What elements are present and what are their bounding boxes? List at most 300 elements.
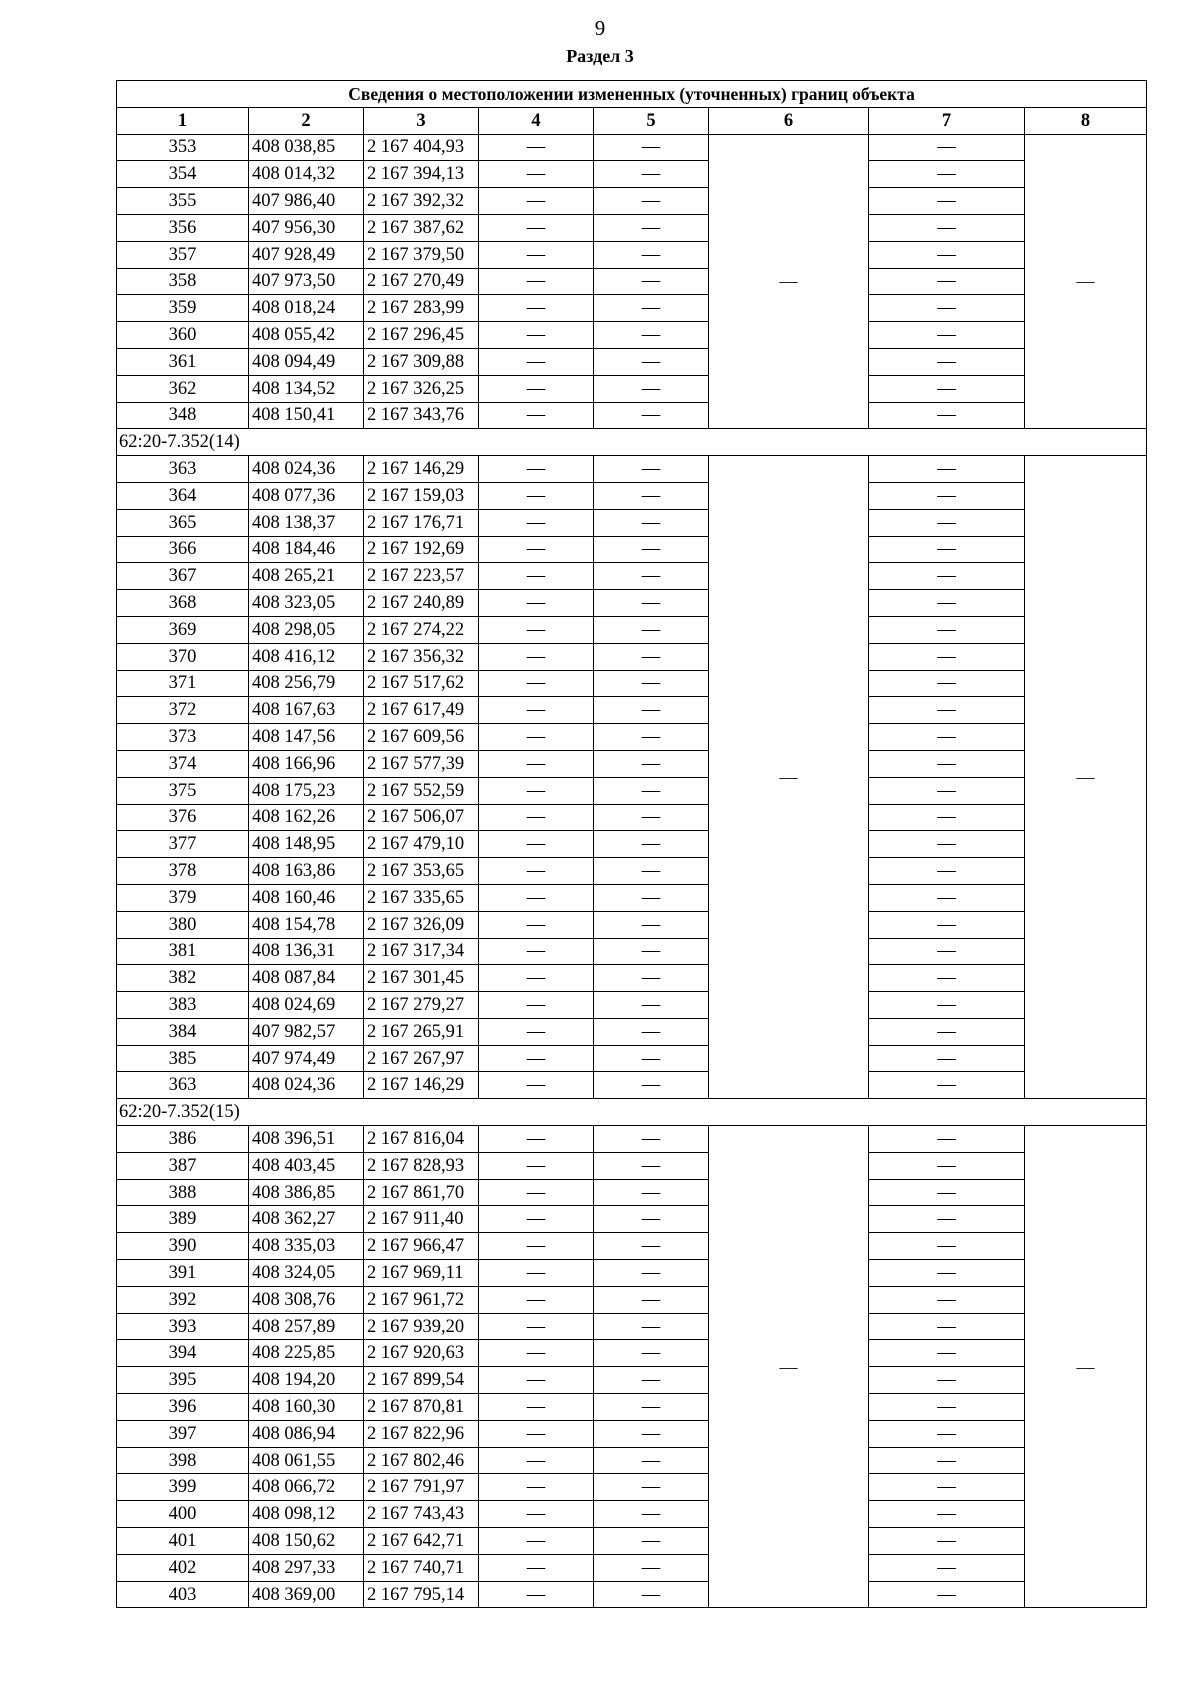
- col5-dash: —: [594, 616, 709, 643]
- table-row: [117, 536, 1147, 563]
- col7-dash: —: [869, 188, 1025, 215]
- point-number: 378: [117, 858, 249, 885]
- col4-dash: —: [479, 831, 594, 858]
- col4-dash: —: [479, 295, 594, 322]
- coord-x: 408 154,78: [249, 911, 364, 938]
- col7-dash: —: [869, 509, 1025, 536]
- col5-dash: —: [594, 1581, 709, 1608]
- col4-dash: —: [479, 536, 594, 563]
- coord-y: 2 167 642,71: [364, 1528, 479, 1555]
- col4-dash: —: [479, 563, 594, 590]
- col5-dash: —: [594, 1528, 709, 1555]
- point-number: 358: [117, 268, 249, 295]
- coord-x: 408 256,79: [249, 670, 364, 697]
- col7-dash: —: [869, 1126, 1025, 1153]
- coord-x: 408 298,05: [249, 616, 364, 643]
- col5-dash: —: [594, 348, 709, 375]
- table-row: [117, 1045, 1147, 1072]
- table-row: [117, 348, 1147, 375]
- table-row: [117, 1367, 1147, 1394]
- table-row: [117, 1260, 1147, 1287]
- col4-dash: —: [479, 1018, 594, 1045]
- col7-dash: —: [869, 938, 1025, 965]
- col4-dash: —: [479, 1152, 594, 1179]
- coord-x: 408 147,56: [249, 724, 364, 751]
- coord-y: 2 167 404,93: [364, 134, 479, 161]
- column-number-1: 1: [117, 107, 249, 134]
- point-number: 360: [117, 322, 249, 349]
- coord-x: 408 024,69: [249, 992, 364, 1019]
- table-row: [117, 911, 1147, 938]
- col5-dash: —: [594, 375, 709, 402]
- col7-dash: —: [869, 590, 1025, 617]
- col7-dash: —: [869, 1394, 1025, 1421]
- column-number-4: 4: [479, 107, 594, 134]
- col5-dash: —: [594, 1018, 709, 1045]
- col4-dash: —: [479, 1501, 594, 1528]
- col8-dash: —: [1025, 456, 1147, 1099]
- col5-dash: —: [594, 1233, 709, 1260]
- point-number: 365: [117, 509, 249, 536]
- table-row: [117, 750, 1147, 777]
- col4-dash: —: [479, 777, 594, 804]
- coord-y: 2 167 392,32: [364, 188, 479, 215]
- point-number: 354: [117, 161, 249, 188]
- col5-dash: —: [594, 1313, 709, 1340]
- coord-y: 2 167 326,25: [364, 375, 479, 402]
- coord-y: 2 167 740,71: [364, 1554, 479, 1581]
- coord-y: 2 167 240,89: [364, 590, 479, 617]
- col4-dash: —: [479, 992, 594, 1019]
- col7-dash: —: [869, 1286, 1025, 1313]
- col5-dash: —: [594, 563, 709, 590]
- col4-dash: —: [479, 697, 594, 724]
- point-number: 397: [117, 1420, 249, 1447]
- col5-dash: —: [594, 161, 709, 188]
- col4-dash: —: [479, 804, 594, 831]
- point-number: 385: [117, 1045, 249, 1072]
- col5-dash: —: [594, 1340, 709, 1367]
- col5-dash: —: [594, 590, 709, 617]
- col4-dash: —: [479, 590, 594, 617]
- point-number: 361: [117, 348, 249, 375]
- col6-dash: —: [709, 1126, 869, 1608]
- col6-dash: —: [709, 134, 869, 429]
- col4-dash: —: [479, 402, 594, 429]
- table-row: [117, 777, 1147, 804]
- coord-x: 408 094,49: [249, 348, 364, 375]
- table-caption-row: [117, 81, 1147, 108]
- table-row: [117, 1394, 1147, 1421]
- table-row: [117, 268, 1147, 295]
- col5-dash: —: [594, 750, 709, 777]
- col4-dash: —: [479, 1447, 594, 1474]
- table-row: [117, 1447, 1147, 1474]
- col4-dash: —: [479, 965, 594, 992]
- col4-dash: —: [479, 724, 594, 751]
- col4-dash: —: [479, 348, 594, 375]
- col4-dash: —: [479, 1554, 594, 1581]
- coord-x: 408 160,30: [249, 1394, 364, 1421]
- point-number: 373: [117, 724, 249, 751]
- coord-y: 2 167 335,65: [364, 884, 479, 911]
- col7-dash: —: [869, 161, 1025, 188]
- col4-dash: —: [479, 214, 594, 241]
- col4-dash: —: [479, 1286, 594, 1313]
- col7-dash: —: [869, 1447, 1025, 1474]
- coord-x: 408 136,31: [249, 938, 364, 965]
- col4-dash: —: [479, 911, 594, 938]
- col5-dash: —: [594, 268, 709, 295]
- coord-x: 408 148,95: [249, 831, 364, 858]
- table-row: [117, 1474, 1147, 1501]
- coord-y: 2 167 577,39: [364, 750, 479, 777]
- point-number: 401: [117, 1528, 249, 1555]
- coord-y: 2 167 969,11: [364, 1260, 479, 1287]
- point-number: 379: [117, 884, 249, 911]
- coord-x: 408 077,36: [249, 482, 364, 509]
- coord-x: 408 055,42: [249, 322, 364, 349]
- table-row: [117, 804, 1147, 831]
- coord-x: 407 928,49: [249, 241, 364, 268]
- column-number-3: 3: [364, 107, 479, 134]
- col7-dash: —: [869, 1045, 1025, 1072]
- column-number-8: 8: [1025, 107, 1147, 134]
- point-number: 348: [117, 402, 249, 429]
- table-row: [117, 965, 1147, 992]
- boundary-table: [116, 80, 1147, 1608]
- coord-y: 2 167 265,91: [364, 1018, 479, 1045]
- col4-dash: —: [479, 1206, 594, 1233]
- coord-y: 2 167 192,69: [364, 536, 479, 563]
- col5-dash: —: [594, 1260, 709, 1287]
- col4-dash: —: [479, 241, 594, 268]
- coord-x: 407 956,30: [249, 214, 364, 241]
- col7-dash: —: [869, 858, 1025, 885]
- point-number: 377: [117, 831, 249, 858]
- table-row: [117, 482, 1147, 509]
- col5-dash: —: [594, 1394, 709, 1421]
- coord-x: 408 369,00: [249, 1581, 364, 1608]
- coord-y: 2 167 279,27: [364, 992, 479, 1019]
- col4-dash: —: [479, 750, 594, 777]
- col8-dash: —: [1025, 1126, 1147, 1608]
- col5-dash: —: [594, 643, 709, 670]
- col7-dash: —: [869, 697, 1025, 724]
- point-number: 372: [117, 697, 249, 724]
- coord-y: 2 167 743,43: [364, 1501, 479, 1528]
- group-title: 62:20-7.352(15): [117, 1099, 1147, 1126]
- col5-dash: —: [594, 777, 709, 804]
- coord-x: 408 175,23: [249, 777, 364, 804]
- coord-y: 2 167 296,45: [364, 322, 479, 349]
- col7-dash: —: [869, 268, 1025, 295]
- coord-x: 408 403,45: [249, 1152, 364, 1179]
- col7-dash: —: [869, 1554, 1025, 1581]
- coord-x: 408 194,20: [249, 1367, 364, 1394]
- col7-dash: —: [869, 724, 1025, 751]
- coord-x: 408 184,46: [249, 536, 364, 563]
- point-number: 364: [117, 482, 249, 509]
- col4-dash: —: [479, 1581, 594, 1608]
- coord-x: 408 257,89: [249, 1313, 364, 1340]
- col7-dash: —: [869, 1367, 1025, 1394]
- col7-dash: —: [869, 482, 1025, 509]
- col4-dash: —: [479, 1260, 594, 1287]
- coord-y: 2 167 791,97: [364, 1474, 479, 1501]
- table-row: [117, 161, 1147, 188]
- coord-x: 408 335,03: [249, 1233, 364, 1260]
- table-row: [117, 375, 1147, 402]
- col4-dash: —: [479, 268, 594, 295]
- col7-dash: —: [869, 536, 1025, 563]
- col4-dash: —: [479, 1126, 594, 1153]
- col5-dash: —: [594, 697, 709, 724]
- coord-y: 2 167 223,57: [364, 563, 479, 590]
- point-number: 392: [117, 1286, 249, 1313]
- table-row: [117, 1554, 1147, 1581]
- col5-dash: —: [594, 831, 709, 858]
- col4-dash: —: [479, 1474, 594, 1501]
- point-number: 384: [117, 1018, 249, 1045]
- col4-dash: —: [479, 1233, 594, 1260]
- point-number: 353: [117, 134, 249, 161]
- col5-dash: —: [594, 965, 709, 992]
- coord-y: 2 167 394,13: [364, 161, 479, 188]
- table-row: [117, 214, 1147, 241]
- col4-dash: —: [479, 1420, 594, 1447]
- coord-y: 2 167 911,40: [364, 1206, 479, 1233]
- col5-dash: —: [594, 214, 709, 241]
- coord-y: 2 167 552,59: [364, 777, 479, 804]
- col4-dash: —: [479, 1072, 594, 1099]
- table-row: [117, 884, 1147, 911]
- coord-y: 2 167 802,46: [364, 1447, 479, 1474]
- point-number: 355: [117, 188, 249, 215]
- point-number: 399: [117, 1474, 249, 1501]
- table-row: [117, 831, 1147, 858]
- coord-y: 2 167 356,32: [364, 643, 479, 670]
- point-number: 386: [117, 1126, 249, 1153]
- coord-x: 408 066,72: [249, 1474, 364, 1501]
- point-number: 374: [117, 750, 249, 777]
- column-number-7: 7: [869, 107, 1025, 134]
- point-number: 371: [117, 670, 249, 697]
- table-row: [117, 1528, 1147, 1555]
- col5-dash: —: [594, 884, 709, 911]
- coord-x: 408 098,12: [249, 1501, 364, 1528]
- coord-x: 408 162,26: [249, 804, 364, 831]
- coord-x: 408 086,94: [249, 1420, 364, 1447]
- coord-y: 2 167 309,88: [364, 348, 479, 375]
- col4-dash: —: [479, 616, 594, 643]
- col7-dash: —: [869, 1018, 1025, 1045]
- coord-y: 2 167 479,10: [364, 831, 479, 858]
- col4-dash: —: [479, 1528, 594, 1555]
- table-row: [117, 643, 1147, 670]
- table-row: [117, 590, 1147, 617]
- coord-y: 2 167 961,72: [364, 1286, 479, 1313]
- coord-y: 2 167 939,20: [364, 1313, 479, 1340]
- table-row: [117, 992, 1147, 1019]
- coord-x: 408 024,36: [249, 456, 364, 483]
- col4-dash: —: [479, 670, 594, 697]
- coord-x: 407 974,49: [249, 1045, 364, 1072]
- col7-dash: —: [869, 1474, 1025, 1501]
- point-number: 359: [117, 295, 249, 322]
- col5-dash: —: [594, 1420, 709, 1447]
- col5-dash: —: [594, 858, 709, 885]
- col7-dash: —: [869, 1072, 1025, 1099]
- col5-dash: —: [594, 536, 709, 563]
- col7-dash: —: [869, 1420, 1025, 1447]
- group-header-row: [117, 429, 1147, 456]
- point-number: 375: [117, 777, 249, 804]
- coord-y: 2 167 822,96: [364, 1420, 479, 1447]
- col4-dash: —: [479, 1179, 594, 1206]
- coord-x: 407 973,50: [249, 268, 364, 295]
- col4-dash: —: [479, 1394, 594, 1421]
- col7-dash: —: [869, 322, 1025, 349]
- col5-dash: —: [594, 1447, 709, 1474]
- col7-dash: —: [869, 1179, 1025, 1206]
- coord-y: 2 167 274,22: [364, 616, 479, 643]
- col7-dash: —: [869, 214, 1025, 241]
- col4-dash: —: [479, 134, 594, 161]
- col5-dash: —: [594, 1126, 709, 1153]
- coord-y: 2 167 301,45: [364, 965, 479, 992]
- point-number: 400: [117, 1501, 249, 1528]
- table-row: [117, 1152, 1147, 1179]
- point-number: 395: [117, 1367, 249, 1394]
- coord-x: 408 396,51: [249, 1126, 364, 1153]
- coord-y: 2 167 387,62: [364, 214, 479, 241]
- coord-x: 408 308,76: [249, 1286, 364, 1313]
- col5-dash: —: [594, 1367, 709, 1394]
- coord-x: 408 038,85: [249, 134, 364, 161]
- col5-dash: —: [594, 724, 709, 751]
- table-row: [117, 1072, 1147, 1099]
- col4-dash: —: [479, 643, 594, 670]
- table-row: [117, 1581, 1147, 1608]
- col5-dash: —: [594, 456, 709, 483]
- col5-dash: —: [594, 938, 709, 965]
- column-number-5: 5: [594, 107, 709, 134]
- col4-dash: —: [479, 322, 594, 349]
- coord-y: 2 167 317,34: [364, 938, 479, 965]
- col4-dash: —: [479, 884, 594, 911]
- coord-y: 2 167 159,03: [364, 482, 479, 509]
- col7-dash: —: [869, 831, 1025, 858]
- group-header-row: [117, 1099, 1147, 1126]
- table-row: [117, 724, 1147, 751]
- coord-y: 2 167 146,29: [364, 1072, 479, 1099]
- point-number: 369: [117, 616, 249, 643]
- col7-dash: —: [869, 1260, 1025, 1287]
- col4-dash: —: [479, 858, 594, 885]
- col7-dash: —: [869, 134, 1025, 161]
- col5-dash: —: [594, 1152, 709, 1179]
- coord-y: 2 167 270,49: [364, 268, 479, 295]
- col5-dash: —: [594, 188, 709, 215]
- col7-dash: —: [869, 1152, 1025, 1179]
- col5-dash: —: [594, 670, 709, 697]
- coord-y: 2 167 966,47: [364, 1233, 479, 1260]
- col7-dash: —: [869, 456, 1025, 483]
- col4-dash: —: [479, 1340, 594, 1367]
- col5-dash: —: [594, 1501, 709, 1528]
- col7-dash: —: [869, 965, 1025, 992]
- col7-dash: —: [869, 1340, 1025, 1367]
- coord-x: 408 323,05: [249, 590, 364, 617]
- col5-dash: —: [594, 804, 709, 831]
- table-row: [117, 1233, 1147, 1260]
- col4-dash: —: [479, 1367, 594, 1394]
- point-number: 380: [117, 911, 249, 938]
- coord-y: 2 167 506,07: [364, 804, 479, 831]
- table-row: [117, 858, 1147, 885]
- coord-y: 2 167 870,81: [364, 1394, 479, 1421]
- col7-dash: —: [869, 777, 1025, 804]
- col7-dash: —: [869, 295, 1025, 322]
- col5-dash: —: [594, 911, 709, 938]
- table-row: [117, 938, 1147, 965]
- point-number: 388: [117, 1179, 249, 1206]
- point-number: 389: [117, 1206, 249, 1233]
- col5-dash: —: [594, 482, 709, 509]
- section-title: Раздел 3: [566, 46, 634, 66]
- coord-x: 408 061,55: [249, 1447, 364, 1474]
- col7-dash: —: [869, 911, 1025, 938]
- col4-dash: —: [479, 938, 594, 965]
- col4-dash: —: [479, 161, 594, 188]
- col7-dash: —: [869, 1233, 1025, 1260]
- point-number: 403: [117, 1581, 249, 1608]
- table-row: [117, 188, 1147, 215]
- col4-dash: —: [479, 1313, 594, 1340]
- point-number: 362: [117, 375, 249, 402]
- table-row: [117, 1313, 1147, 1340]
- coord-y: 2 167 920,63: [364, 1340, 479, 1367]
- col5-dash: —: [594, 134, 709, 161]
- coord-y: 2 167 146,29: [364, 456, 479, 483]
- table-row: [117, 616, 1147, 643]
- point-number: 363: [117, 456, 249, 483]
- coord-x: 408 150,41: [249, 402, 364, 429]
- coord-x: 408 225,85: [249, 1340, 364, 1367]
- coord-y: 2 167 379,50: [364, 241, 479, 268]
- coord-x: 408 024,36: [249, 1072, 364, 1099]
- table-row: [117, 563, 1147, 590]
- table-row: [117, 1420, 1147, 1447]
- coord-x: 408 163,86: [249, 858, 364, 885]
- col7-dash: —: [869, 616, 1025, 643]
- coord-y: 2 167 517,62: [364, 670, 479, 697]
- table-row: [117, 456, 1147, 483]
- col7-dash: —: [869, 670, 1025, 697]
- col7-dash: —: [869, 348, 1025, 375]
- col5-dash: —: [594, 1474, 709, 1501]
- coord-x: 408 386,85: [249, 1179, 364, 1206]
- point-number: 381: [117, 938, 249, 965]
- coord-x: 408 265,21: [249, 563, 364, 590]
- coord-y: 2 167 816,04: [364, 1126, 479, 1153]
- coord-x: 408 018,24: [249, 295, 364, 322]
- table-row: [117, 241, 1147, 268]
- coord-y: 2 167 609,56: [364, 724, 479, 751]
- coord-y: 2 167 899,54: [364, 1367, 479, 1394]
- table-row: [117, 322, 1147, 349]
